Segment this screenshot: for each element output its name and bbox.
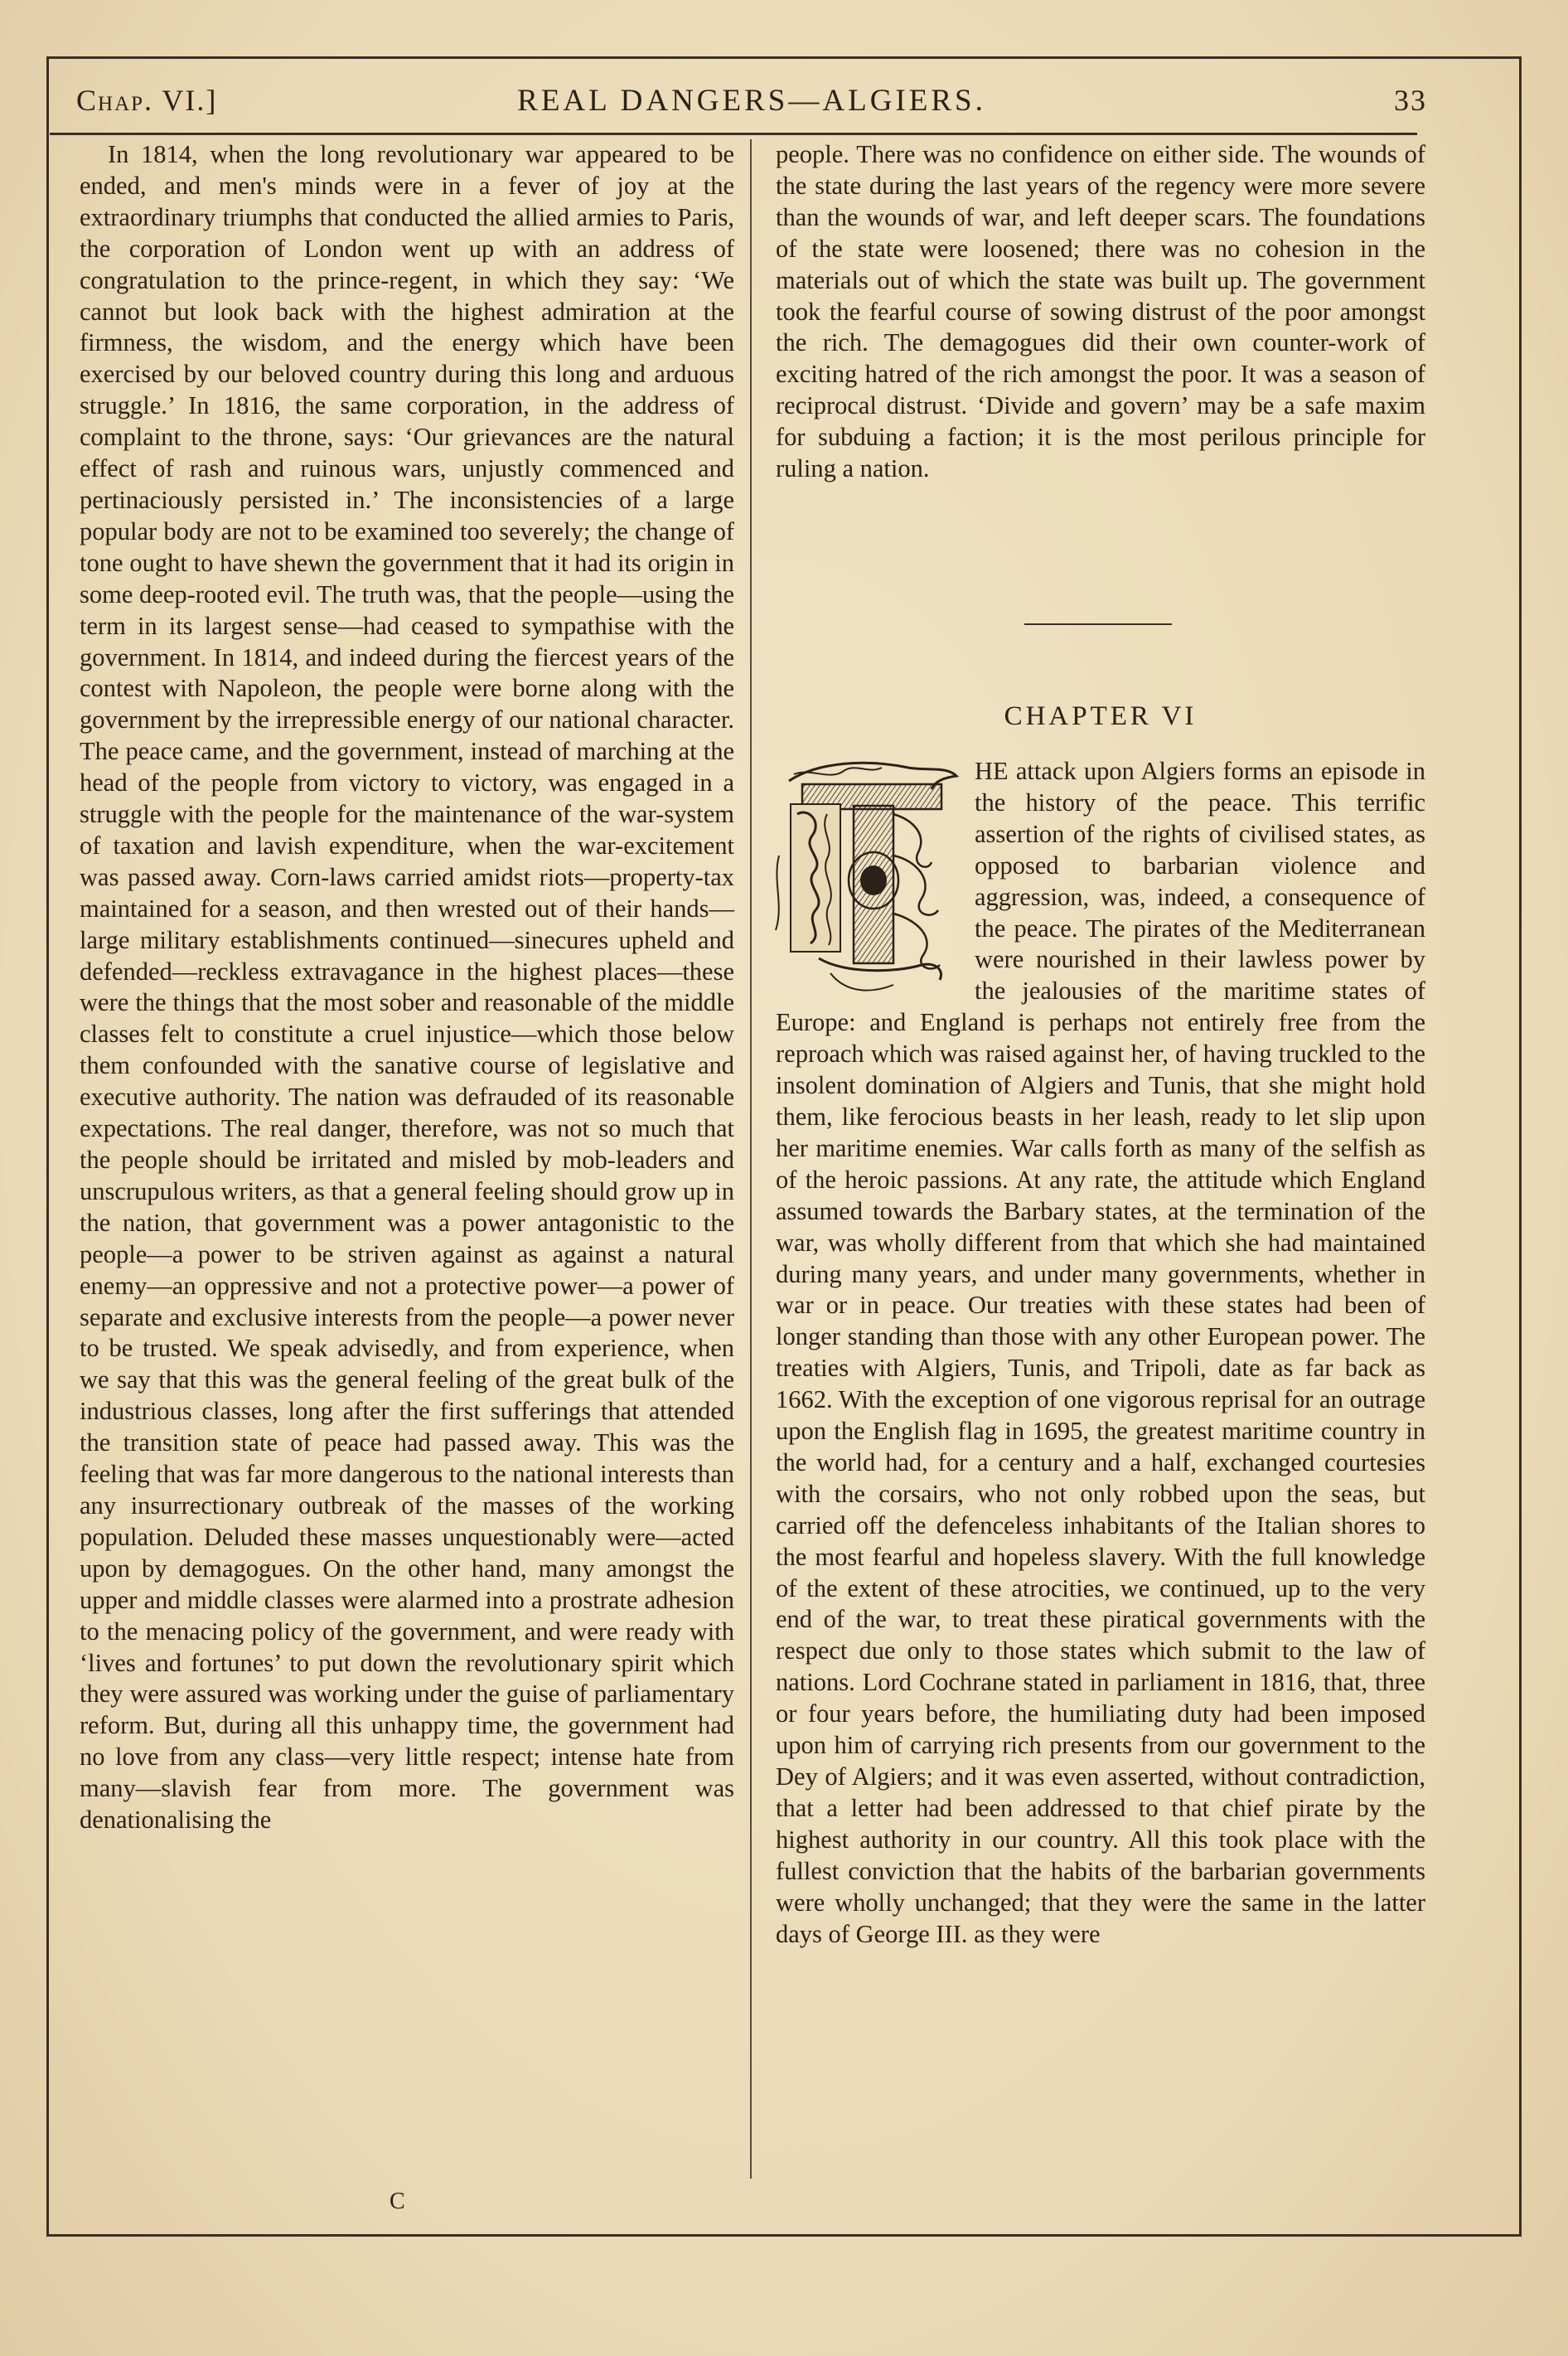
dropcap-ornament-icon <box>769 756 966 1003</box>
signature-mark: C <box>390 2189 405 2214</box>
running-title: REAL DANGERS—ALGIERS. <box>517 84 986 118</box>
header-rule <box>50 133 1417 135</box>
chapter-body <box>776 756 1425 1950</box>
column-divider <box>750 139 752 2179</box>
chapter-paragraph: HE attack upon Algiers forms an episode in the history of the peace. This terrific assertion of the rights of civilised states, as opposed to barbarian violence and aggression, was, indeed, a consequence of the peace. The pirates of the Mediterranean were nourished in their lawless power by the jealousies of the maritime states of Europe: and England is perhaps not entirely free from the reproach which was raised against her, of having truckled to the insolent domination of Algiers and Tunis, that she might hold them, like ferocious beasts in her leash, ready to let slip upon her maritime enemies. War calls forth as many of the selfish as of the heroic passions. At any rate, the attitude which England assumed towards the Barbary states, at the termination of the war, was wholly different from that which she had maintained during many years, and under many governments, whether in war or in peace. Our treaties with these states had been of longer standing than those with any other European power. The treaties with Algiers, Tunis, and Tripoli, date as far back as 1662. With the exception of one vigorous reprisal for an outrage upon the English flag in 1695, the greatest maritime country in the world had, for a century and a half, exchanged courtesies with the corsairs, who not only robbed upon the seas, but carried off the defenceless inhabitants of the Italian shores to the most fearful and hopeless slavery. With the full knowledge of the extent of these atrocities, we continued, up to the very end of the war, to treat these piratical governments with the respect due only to those states which submit to the law of nations. Lord Cochrane stated in parliament in 1816, that, three or four years before, the humiliating duty had been imposed upon him of carrying rich presents from our government to the Dey of Algiers; and it was even asserted, without contradiction, that a letter had been addressed to that chief pirate by the highest authority in our country. All this took place with the fullest conviction that the habits of the barbarian governments were wholly unchanged; that they were the same in the latter days of George III. as they were <box>776 757 1425 1948</box>
section-divider-rule <box>1024 623 1172 625</box>
ornamental-dropcap <box>769 756 966 1003</box>
right-column-continuation <box>776 139 1425 485</box>
chapter-heading: CHAPTER VI <box>1004 701 1198 731</box>
running-head <box>76 83 1427 129</box>
left-column-paragraph: In 1814, when the long revolutionary war appeared to be ended, and men's minds were in a fever of joy at the extraordinary triumphs that conducted the allied armies to Paris, the corporation of London went up with an address of congratulation to the prince-regent, in which they say: ‘We cannot but look back with the highest admiration at the firmness, the wisdom, and the energy which have been exercised by our beloved country during this long and arduous struggle.’ In 1816, the same corporation, in the address of complaint to the throne, says: ‘Our grievances are the natural effect of rash and ruinous wars, unjustly commenced and pertinaciously persisted in.’ The inconsistencies of a large popular body are not to be examined too severely; the change of tone ought to have shewn the government that it had its origin in some deep-rooted evil. The truth was, that the people—using the term in its largest sense—had ceased to sympathise with the government. In 1814, and indeed during the fiercest years of the contest with Napoleon, the people were borne along with the government by the irrepressible energy of our national character. The peace came, and the government, instead of marching at the head of the people from victory to victory, was engaged in a struggle with the people for the maintenance of the war-system of taxation and lavish expenditure, when the war-excitement was passed away. Corn-laws carried amidst riots—property-tax maintained for a season, and then wrested out of their hands—large military establishments continued—sinecures upheld and defended—reckless extravagance in the highest places—these were the things that the most sober and reasonable of the middle classes felt to constitute a cruel injustice—which those below them confounded with the sanative course of legislative and executive authority. The nation was defrauded of its reasonable expectations. The real danger, therefore, was not so much that the people should be irritated and misled by mob-leaders and unscrupulous writers, as that a general feeling should grow up in the nation, that government was a power antagonistic to the people—a power to be striven against as against a natural enemy—an oppressive and not a protective power—a power of separate and exclusive interests from the people—a power never to be trusted. We speak advisedly, and from experience, when we say that this was the general feeling of the great bulk of the industrious classes, long after the first sufferings that attended the transition state of peace had passed away. This was the feeling that was far more dangerous to the national interests than any insurrectionary outbreak of the masses of the working population. Deluded these masses unquestionably were—acted upon by demagogues. On the other hand, many amongst the upper and middle classes were alarmed into a prostrate adhesion to the menacing policy of the government, and were ready with ‘lives and fortunes’ to put down the revolutionary spirit which they were assured was working under the guise of parliamentary reform. But, during all this unhappy time, the government had no love from any class—very little respect; intense hate from many—slavish fear from more. The government was denationalising the <box>80 140 734 1835</box>
page-number: 33 <box>1394 84 1427 117</box>
left-column <box>80 139 734 1836</box>
continuation-paragraph: people. There was no confidence on either side. The wounds of the state during the last years of the regency were more severe than the wounds of war, and left deeper scars. The foundations of the state were loosened; there was no cohesion in the materials out of which the state was built up. The government took the fearful course of sowing distrust of the poor amongst the rich. The demagogues did their own counter-work of exciting hatred of the rich amongst the poor. It was a season of reciprocal distrust. ‘Divide and govern’ may be a safe maxim for subduing a faction; it is the most perilous principle for ruling a nation. <box>776 140 1425 483</box>
chapter-label: Chap. VI.] <box>76 84 218 117</box>
